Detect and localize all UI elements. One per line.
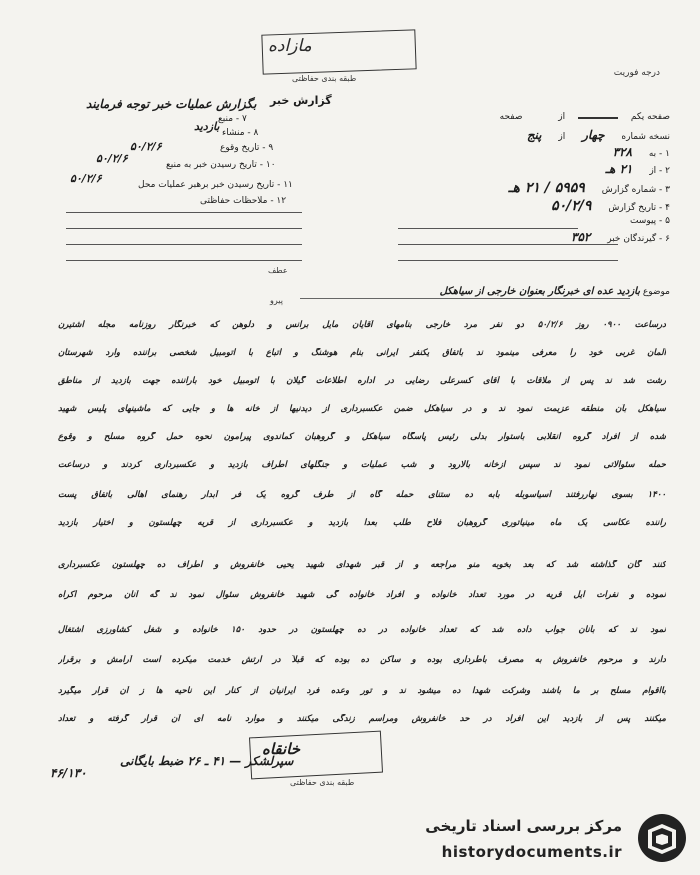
handnote-date-local: ۵۰/۲/۶ xyxy=(70,172,102,185)
page-number: ۴۶/۱۳۰ xyxy=(50,766,87,780)
watermark-title: مرکز بررسی اسناد تاریخی xyxy=(425,817,622,835)
field-page-value xyxy=(578,117,618,119)
field-line xyxy=(66,260,302,261)
field-to-value: ۳۲۸ xyxy=(612,145,632,159)
body-line: آلمان غربی خود را معرفی مینمود ند باتفاق یکنفر ایرانی بنام هوشنگ و اتباع با اتومبیل شخصی براننده وارد شهرستان xyxy=(58,348,666,358)
field-line xyxy=(66,228,302,229)
stamp-scribble: مازاده xyxy=(268,36,312,56)
field-report-number-value: ۵۹۵۹ / ۲۱ هـ xyxy=(508,180,585,196)
field-occurrence-date: ۹ - تاریخ وقوع xyxy=(220,143,274,153)
subject-line: موضوع بازدید عده ای خبرنگار بعنوان خارجی از سیاهکل xyxy=(439,286,670,297)
signature-scribble: خانقاه xyxy=(262,740,301,758)
handnote-visit: بازدید xyxy=(194,120,220,133)
page-title: گزارش خبر xyxy=(270,94,332,107)
reference-label: عطف xyxy=(268,266,288,275)
field-receipt-date: ۱۰ - تاریخ رسیدن خبر به منبع xyxy=(166,160,276,170)
field-report-date-value: ۵۰/۲/۹ xyxy=(551,198,592,214)
field-local-date: ۱۱ - تاریخ رسیدن خبر برهبر عملیات محل xyxy=(138,180,293,190)
body-line: راننده عکاسی یک ماه مینیاتوری گروهبان فلاح طلب بعداً بازدید و عکسبرداری از قریه چهلستون و اختیار بازدید xyxy=(58,518,666,528)
field-line xyxy=(398,244,618,245)
body-line: شده از افراد گروه انقلابی باستوار بدلی رئیس پاسگاه سیاهکل و گروهبان کماندوی پیرامون نحوه حمل گروه مسلح و وقوع xyxy=(58,432,666,442)
body-line: نمود ند که بآنان جواب داده شد که تعداد خانواده در ده چهلستون در حدود ۱۵۰ خانواده و شغل کشاورزی اشتغال xyxy=(58,625,666,635)
body-line: ۱۴۰۰ بسوی نهاررفتند آسیاسوبله بابه ده ستنای حمله گاه از طرف گروه یک فر آبدار رهنمای اهالی باتفاق پست xyxy=(58,490,666,500)
field-to: ۱ - به ۳۲۸ xyxy=(612,145,670,159)
body-line: درساعت ۰۹۰۰ روز ۵۰/۲/۶ دو نفر مرد خارجی بنامهای آقایان مایل برانس و دلوهن که خبرنگار روزنامه مجله اشتیرن xyxy=(58,320,666,330)
subject-underline xyxy=(300,298,630,299)
field-report-number: ۳ - شماره گزارش ۵۹۵۹ / ۲۱ هـ xyxy=(508,180,670,196)
body-line: حمله سئوالاتی نمود ند سپس ازخانه بالارود و شب عملیات و جنگلهای اطراف بازدید و عکسبرداری کردند و درساعت xyxy=(58,460,666,470)
handnote-date-occurrence: ۵۰/۲/۶ xyxy=(130,140,162,153)
watermark-url: historydocuments.ir xyxy=(441,843,622,861)
field-from: ۲ - از ۲۱ هـ xyxy=(605,162,670,176)
field-from-value: ۲۱ هـ xyxy=(605,162,633,176)
handnote-date-receipt: ۵۰/۲/۶ xyxy=(96,152,128,165)
field-copy-number: نسخه شماره چهار از پنج xyxy=(526,128,670,142)
body-line: بااقوام مسلح بر ما باشند وشرکت شهدا ده میشود ند و تور وعده فرد ایرانیان از کنار این ناحیه ها ز آن قرار میگیرد xyxy=(58,686,666,696)
body-line: رشت شد ند پس از ملاقات با آقای کسرعلی رضایی در اداره اطلاعات گیلان با اتومبیل خود باراننده جهت بازدید از مناطق xyxy=(58,376,666,386)
signature-caption: طبقه بندی حفاظتی xyxy=(290,778,355,787)
body-line: دارند و مرحوم خانفروش به مصرف باطرداری بوده و ساکن ده بوده که قبلاً در ارتش خدمت میکرده است آرامش و برقرار xyxy=(58,655,666,665)
stamp-caption: طبقه بندی حفاظتی xyxy=(292,74,357,83)
signature-line: سپرلشکر — ۴۱ ـ ۲۶ ضبط بایگانی xyxy=(120,754,294,768)
field-recipients-value: ۳۵۲ xyxy=(571,230,591,244)
field-line xyxy=(398,260,618,261)
field-copy-total: پنج xyxy=(526,128,542,142)
body-line: میکنند پس از بازدید این افراد در حد خانفروش ومراسم زندگی میکنند و موارد نامه ای آن قرار گرفته و تعداد xyxy=(58,714,666,724)
field-line xyxy=(66,212,302,213)
field-page: صفحه یکم از صفحه xyxy=(499,112,670,122)
field-report-date: ۴ - تاریخ گزارش ۵۰/۲/۹ xyxy=(551,198,670,214)
field-attachment: ۵ - پیوست xyxy=(629,216,670,226)
followup-label: پیرو xyxy=(270,296,283,305)
field-security-notes: ۱۲ - ملاحظات حفاظتی xyxy=(200,196,287,206)
subject-text: بازدید عده ای خبرنگار بعنوان خارجی از سیاهکل xyxy=(439,286,640,297)
field-line xyxy=(66,244,302,245)
urgency-label: درجه فوریت xyxy=(613,68,660,78)
body-line: سیاهکل بآن منطقه عزیمت نمود ند و در سیاهکل ضمن عکسبرداری از دیدنیها از خانه ها و جایی که ماشینهای پلیس شهید xyxy=(58,404,666,414)
field-line xyxy=(398,228,578,229)
body-line: نموده و نفرات ایل قریه در مورد تعداد خانواده و افراد خانواده گی شهید خانفروش سئوال نمود ند گه آنان مرحوم اکراه xyxy=(58,590,666,600)
body-line: کنند گان گذاشته شد که بعد بخوبه منو مراجعه و از قبر شهدای شهید یحیی خانفروش و اطراف ده چهلستون عکسبرداری xyxy=(58,560,666,570)
archive-logo-icon xyxy=(636,812,688,864)
field-origin: ۸ - منشاء xyxy=(222,128,259,138)
field-recipients: ۶ - گیرندگان خبر ۳۵۲ xyxy=(571,230,670,244)
field-source: ۷ - منبع xyxy=(218,114,247,124)
field-copy-value: چهار xyxy=(582,128,605,142)
handnote-attention: بگزارش عملیات خبر توجه فرمایند xyxy=(86,97,257,111)
